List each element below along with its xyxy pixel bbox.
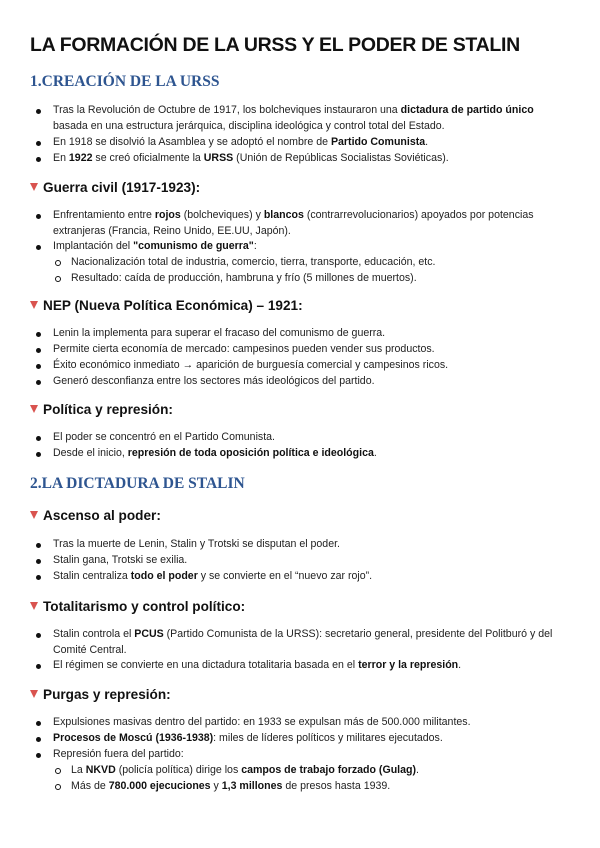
list-item: Expulsiones masivas dentro del partido: en 1933 se expulsan más de 500.000 militantes. bbox=[53, 716, 471, 728]
list-item: Stalin controla el PCUS (Partido Comunista de la URSS): secretario general, presidente del Politburó y del Comité Central. bbox=[53, 628, 553, 656]
sub-bullet-icon bbox=[55, 276, 61, 282]
list-item: En 1922 se creó oficialmente la URSS (Unión de Repúblicas Socialistas Soviéticas). bbox=[53, 152, 449, 164]
sub-bullet-icon bbox=[55, 260, 61, 266]
list-item: Éxito económico inmediato → aparición de burguesía comercial y campesinos ricos. bbox=[53, 359, 449, 371]
list-item: Stalin gana, Trotski se exilia. bbox=[53, 554, 188, 566]
bullet-icon bbox=[36, 633, 41, 638]
bullet-icon bbox=[36, 559, 41, 564]
subheading-ascenso: Ascenso al poder: bbox=[30, 508, 570, 523]
subheading-guerra-civil: Guerra civil (1917-1923): bbox=[30, 180, 570, 195]
list-item: Procesos de Moscú (1936-1938): miles de líderes políticos y militares ejecutados. bbox=[53, 732, 443, 744]
list-item: Permite cierta economía de mercado: campesinos pueden vender sus productos. bbox=[53, 343, 435, 355]
list-item: Lenin la implementa para superar el fracaso del comunismo de guerra. bbox=[53, 327, 386, 339]
bullet-icon bbox=[36, 380, 41, 385]
subheading-politica: Política y represión: bbox=[30, 402, 570, 417]
sub-bullet-icon bbox=[55, 784, 61, 790]
subheading-nep: NEP (Nueva Política Económica) – 1921: bbox=[30, 298, 570, 313]
bullet-icon bbox=[36, 436, 41, 441]
bullet-icon bbox=[36, 348, 41, 353]
bullet-icon bbox=[36, 332, 41, 337]
sub-bullet-icon bbox=[55, 768, 61, 774]
bullet-icon bbox=[36, 214, 41, 219]
bullet-icon bbox=[36, 543, 41, 548]
bullet-icon bbox=[36, 721, 41, 726]
bullet-icon bbox=[36, 141, 41, 146]
bullet-icon bbox=[36, 109, 41, 114]
bullet-icon bbox=[36, 753, 41, 758]
triangle-down-icon bbox=[30, 511, 38, 519]
triangle-down-icon bbox=[30, 405, 38, 413]
list-item: Implantación del "comunismo de guerra": bbox=[53, 240, 257, 252]
list-item: Tras la muerte de Lenin, Stalin y Trotski se disputan el poder. bbox=[53, 538, 340, 550]
sub-list-item: La NKVD (policía política) dirige los campos de trabajo forzado (Gulag). bbox=[71, 764, 419, 776]
subheading-totalitarismo: Totalitarismo y control político: bbox=[30, 599, 570, 614]
sub-list-item: Resultado: caída de producción, hambruna y frío (5 millones de muertos). bbox=[71, 272, 417, 284]
list-item: Represión fuera del partido: bbox=[53, 748, 184, 760]
bullet-icon bbox=[36, 737, 41, 742]
section-heading-dictadura: 2.LA DICTADURA DE STALIN bbox=[30, 475, 245, 492]
list-item: Enfrentamiento entre rojos (bolcheviques) y blancos (contrarrevolucionarios) apoyados por potencias extranjeras (Francia, Reino Unido, EE.UU, Japón). bbox=[53, 209, 534, 237]
list-item: Tras la Revolución de Octubre de 1917, los bolcheviques instauraron una dictadura de partido único basada en una estructura jerárquica, disciplina ideológica y control total del Estado. bbox=[53, 104, 534, 132]
bullet-icon bbox=[36, 452, 41, 457]
bullet-icon bbox=[36, 364, 41, 369]
list-item: Stalin centraliza todo el poder y se convierte en el “nuevo zar rojo”. bbox=[53, 570, 373, 582]
sub-list-item: Más de 780.000 ejecuciones y 1,3 millones de presos hasta 1939. bbox=[71, 780, 391, 792]
page-title: LA FORMACIÓN DE LA URSS Y EL PODER DE STALIN bbox=[30, 34, 520, 56]
sub-list-item: Nacionalización total de industria, comercio, tierra, transporte, educación, etc. bbox=[71, 256, 436, 268]
list-item: El poder se concentró en el Partido Comunista. bbox=[53, 431, 276, 443]
subheading-purgas: Purgas y represión: bbox=[30, 687, 570, 702]
list-item: Generó desconfianza entre los sectores más ideológicos del partido. bbox=[53, 375, 375, 387]
section-heading-creacion: 1.CREACIÓN DE LA URSS bbox=[30, 73, 220, 90]
list-item: Desde el inicio, represión de toda oposición política e ideológica. bbox=[53, 447, 377, 459]
triangle-down-icon bbox=[30, 301, 38, 309]
triangle-down-icon bbox=[30, 690, 38, 698]
bullet-icon bbox=[36, 575, 41, 580]
list-item: El régimen se convierte en una dictadura totalitaria basada en el terror y la represión. bbox=[53, 659, 462, 671]
list-item: En 1918 se disolvió la Asamblea y se adoptó el nombre de Partido Comunista. bbox=[53, 136, 429, 148]
triangle-down-icon bbox=[30, 183, 38, 191]
triangle-down-icon bbox=[30, 602, 38, 610]
bullet-icon bbox=[36, 157, 41, 162]
bullet-icon bbox=[36, 245, 41, 250]
bullet-icon bbox=[36, 664, 41, 669]
